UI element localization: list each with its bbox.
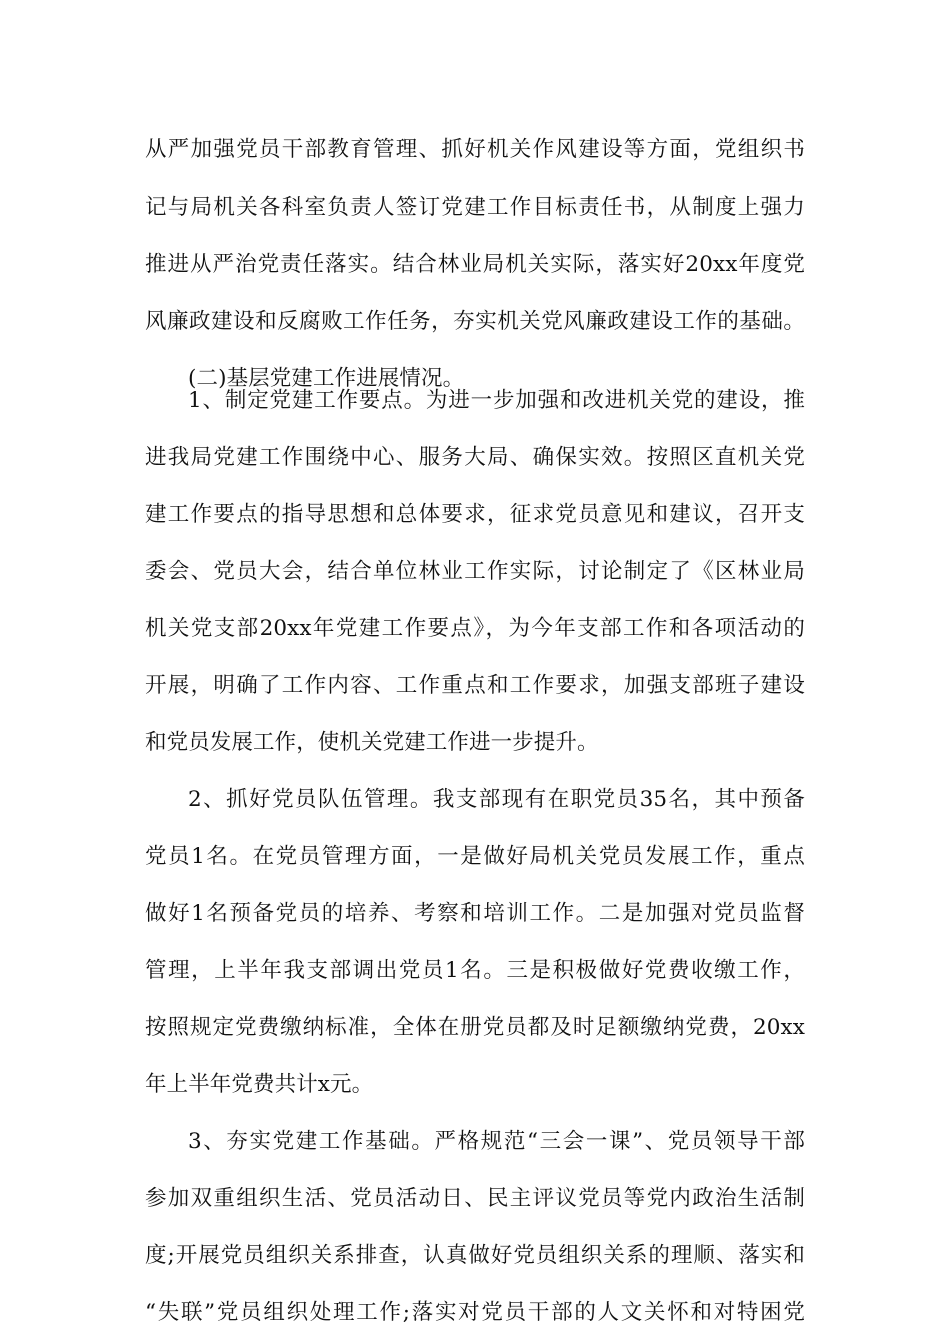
- text-line-21: 度;开展党员组织关系排查，认真做好党员组织关系的理顺、落实和: [145, 1243, 805, 1268]
- text-line-16: 管理，上半年我支部调出党员1名。三是积极做好党费收缴工作，: [145, 958, 805, 983]
- text-line-1: 从严加强党员干部教育管理、抓好机关作风建设等方面，党组织书: [145, 137, 805, 162]
- text-line-20: 参加双重组织生活、党员活动日、民主评议党员等党内政治生活制: [145, 1186, 805, 1211]
- text-line-9: 委会、党员大会，结合单位林业工作实际，讨论制定了《区林业局: [145, 559, 805, 584]
- text-line-7: 进我局党建工作围绕中心、服务大局、确保实效。按照区直机关党: [145, 445, 805, 470]
- text-line-18: 年上半年党费共计x元。: [145, 1072, 374, 1097]
- text-line-12: 和党员发展工作，使机关党建工作进一步提升。: [145, 730, 599, 755]
- text-line-4: 风廉政建设和反腐败工作任务，夯实机关党风廉政建设工作的基础。: [145, 309, 805, 334]
- text-line-10: 机关党支部20xx年党建工作要点》，为今年支部工作和各项活动的: [145, 616, 805, 641]
- text-line-14: 党员1名。在党员管理方面，一是做好局机关党员发展工作，重点: [145, 844, 805, 869]
- text-line-15: 做好1名预备党员的培养、考察和培训工作。二是加强对党员监督: [145, 901, 805, 926]
- text-line-3: 推进从严治党责任落实。结合林业局机关实际，落实好20xx年度党: [145, 252, 805, 277]
- text-line-17: 按照规定党费缴纳标准，全体在册党员都及时足额缴纳党费，20xx: [145, 1015, 805, 1040]
- text-line-6: 1、制定党建工作要点。为进一步加强和改进机关党的建设，推: [188, 388, 805, 413]
- text-line-22: “失联”党员组织处理工作;落实对党员干部的人文关怀和对特困党: [145, 1300, 805, 1325]
- text-line-11: 开展，明确了工作内容、工作重点和工作要求，加强支部班子建设: [145, 673, 805, 698]
- text-line-13: 2、抓好党员队伍管理。我支部现有在职党员35名，其中预备: [188, 787, 805, 812]
- text-line-8: 建工作要点的指导思想和总体要求，征求党员意见和建议，召开支: [145, 502, 805, 527]
- text-line-2: 记与局机关各科室负责人签订党建工作目标责任书，从制度上强力: [145, 195, 805, 220]
- text-line-19: 3、夯实党建工作基础。严格规范“三会一课”、党员领导干部: [188, 1129, 805, 1154]
- section-heading: (二)基层党建工作进展情况。: [188, 366, 465, 391]
